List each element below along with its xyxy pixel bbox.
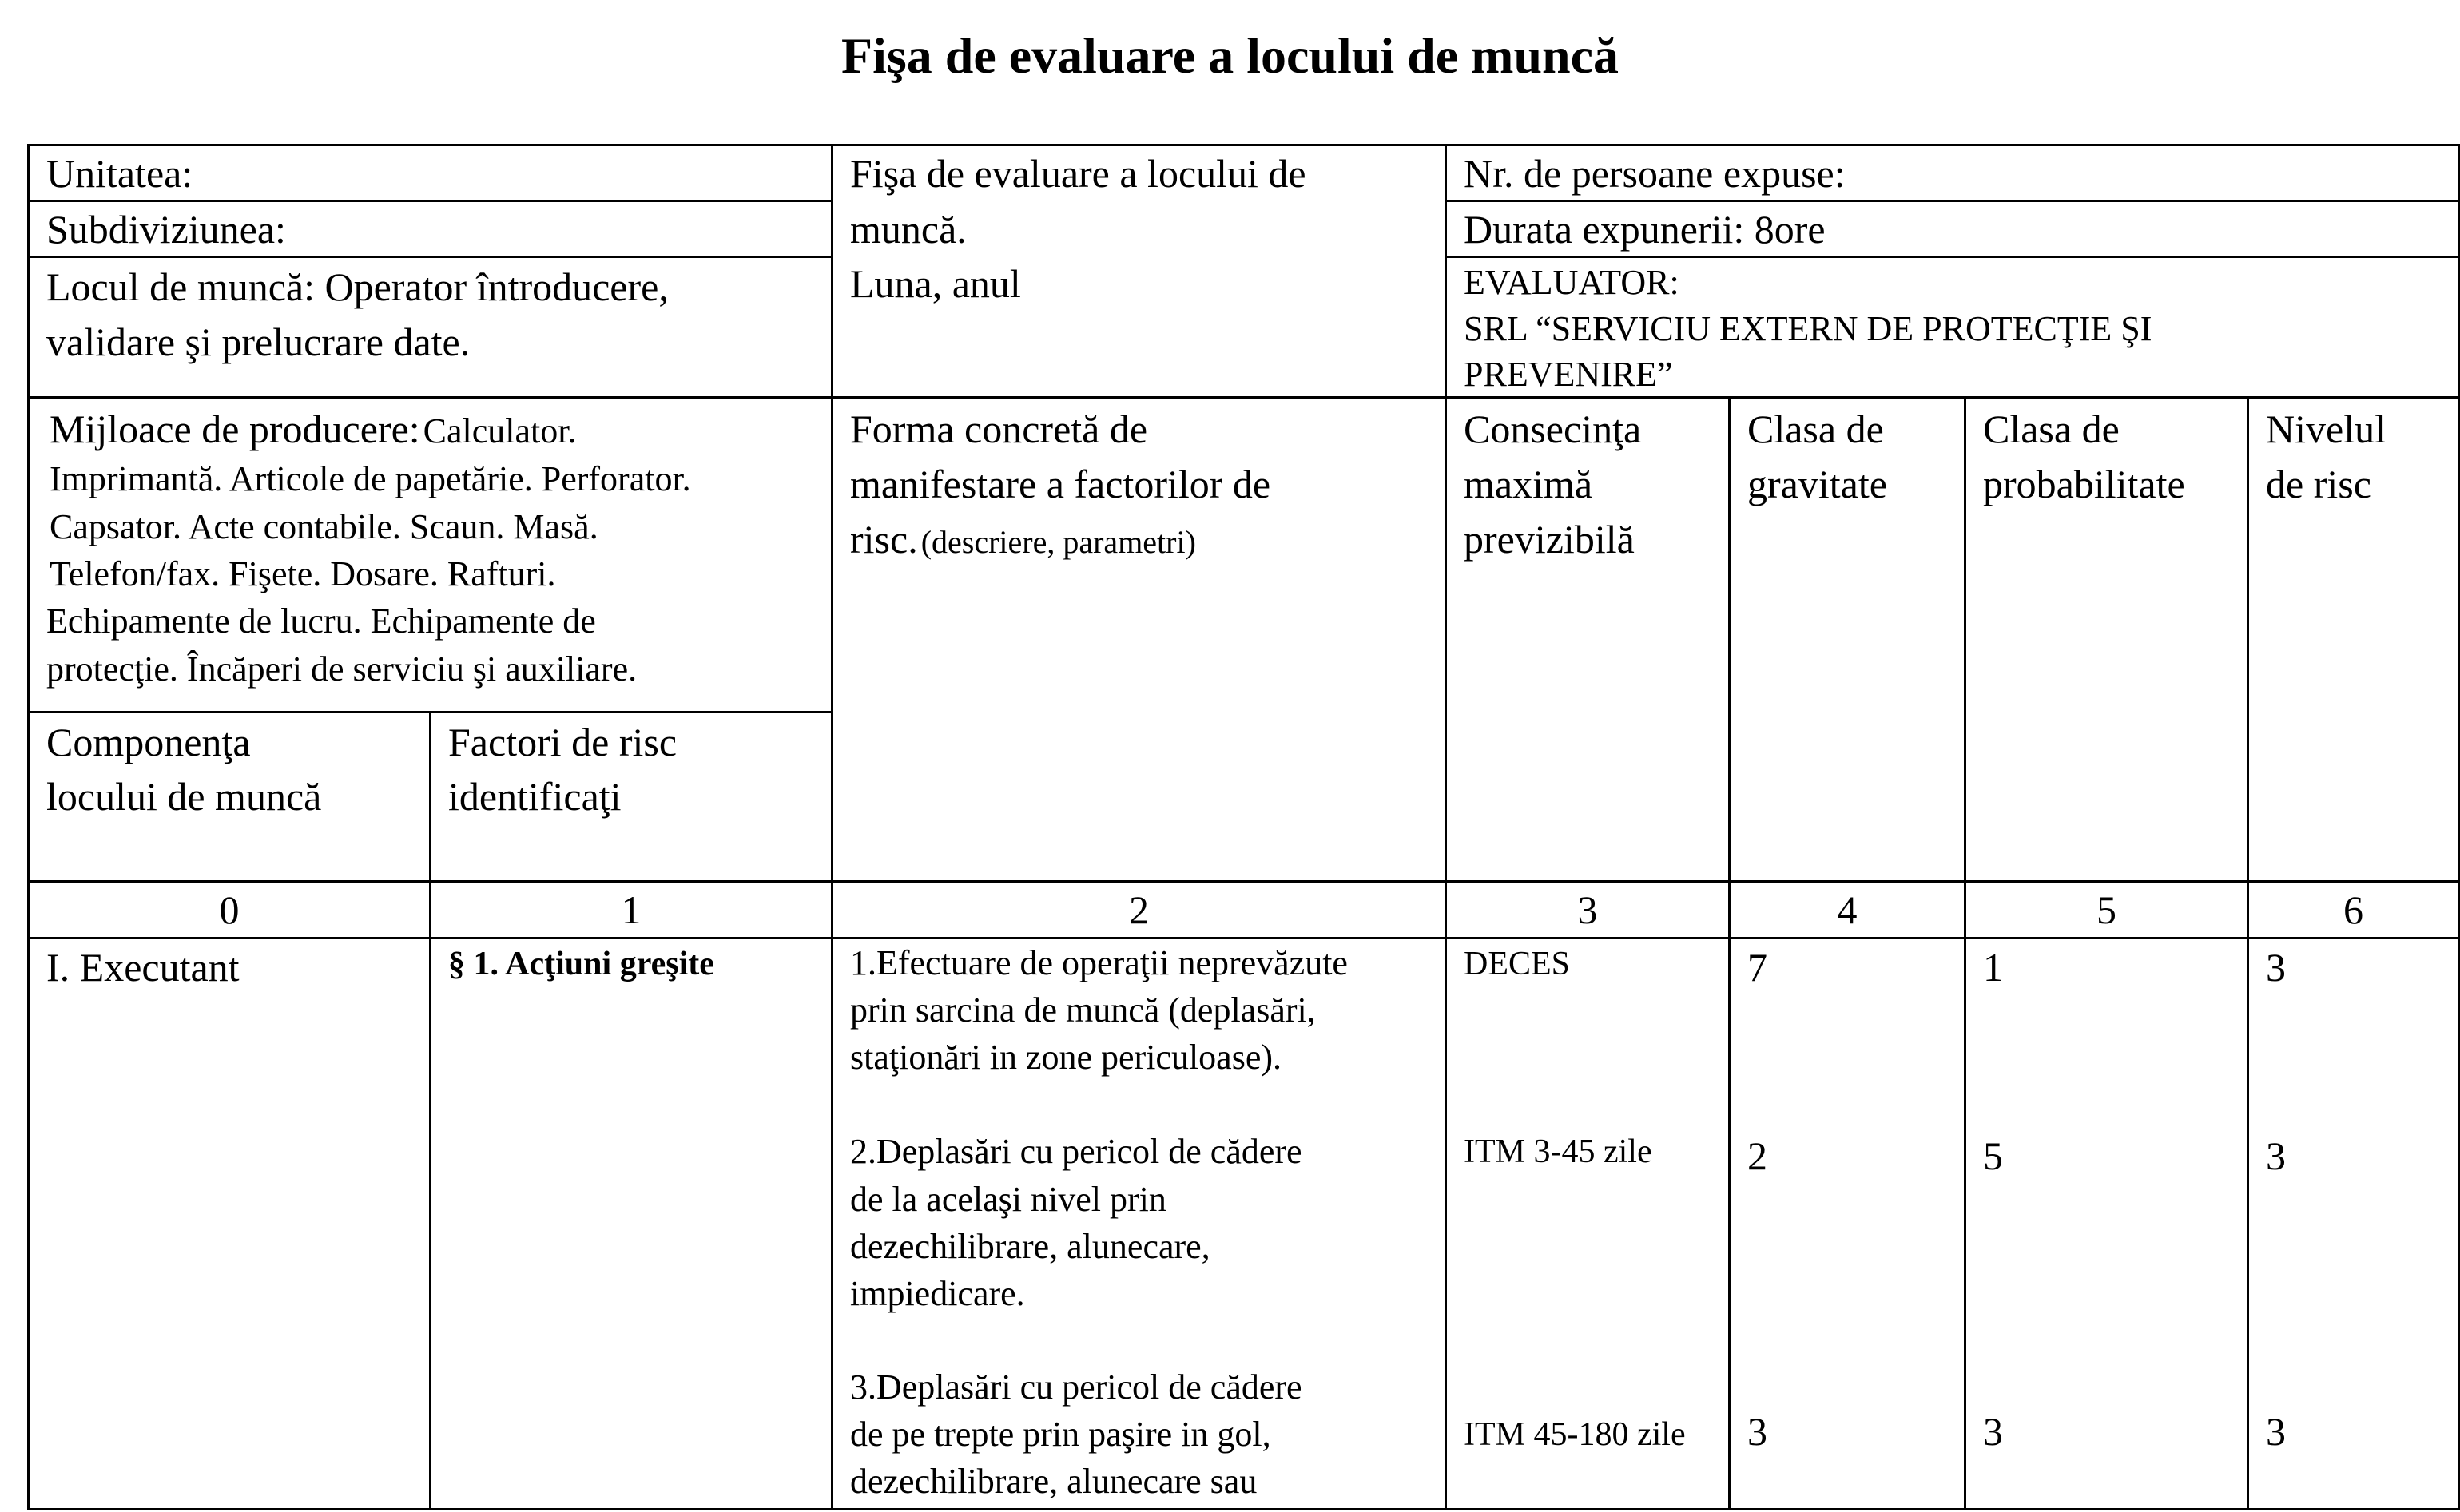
col3-header-line3: previzibilă [1464, 517, 1635, 562]
probabilitate-value: 3 [1983, 1409, 2003, 1454]
table-rule [27, 256, 831, 258]
col0-header-line1: Componenţa [46, 720, 251, 764]
table-column-rule [1445, 144, 1447, 1510]
col2-header-risc: risc. [850, 517, 918, 562]
risk-description-line: de pe trepte prin paşire in gol, [850, 1415, 1271, 1454]
nivel-risc-value: 3 [2266, 1409, 2286, 1454]
column-number-0: 0 [219, 887, 240, 932]
gravitate-value: 7 [1747, 945, 1767, 990]
risk-description-line: 2.Deplasări cu pericol de cădere [850, 1132, 1302, 1171]
column-number-3: 3 [1577, 887, 1598, 932]
risk-description-line: prin sarcina de muncă (deplasări, [850, 990, 1316, 1030]
mijloace-first-item: Calculator. [423, 411, 577, 450]
component-executant: I. Executant [46, 945, 240, 990]
subdiviziunea-label: Subdiviziunea: [46, 207, 286, 252]
consecinta-value: ITM 3-45 zile [1464, 1133, 1652, 1170]
nr-persoane-label: Nr. de persoane expuse: [1464, 151, 1846, 196]
locul-de-munca-line1: Locul de muncă: Operator întroducere, [46, 264, 669, 309]
page-title: Fişa de evaluare a locului de muncă [841, 27, 1619, 84]
column-number-5: 5 [2096, 887, 2116, 932]
risk-description-line: 3.Deplasări cu pericol de cădere [850, 1367, 1302, 1407]
mijloace-line6: protecţie. Încăperi de serviciu şi auxiliare. [46, 649, 638, 689]
probabilitate-value: 1 [1983, 945, 2003, 990]
column-number-2: 2 [1129, 887, 1149, 932]
table-rule [27, 200, 831, 202]
nivel-risc-value: 3 [2266, 1133, 2286, 1178]
column-number-4: 4 [1837, 887, 1858, 932]
table-rule [27, 880, 2460, 883]
column-number-1: 1 [621, 887, 642, 932]
probabilitate-value: 5 [1983, 1133, 2003, 1178]
evaluator-name-line1: SRL “SERVICIU EXTERN DE PROTECŢIE ŞI [1464, 309, 2152, 348]
col3-header-line2: maximă [1464, 462, 1593, 506]
col2-header-line2: manifestare a factorilor de [850, 462, 1271, 506]
col0-header-line2: locului de muncă [46, 774, 322, 819]
col4-header-line1: Clasa de [1747, 407, 1884, 451]
risk-description-line: impiedicare. [850, 1274, 1025, 1313]
table-rule [1445, 200, 2460, 202]
mijloace-line4: Telefon/fax. Fişete. Dosare. Rafturi. [50, 554, 556, 593]
col5-header-line1: Clasa de [1983, 407, 2120, 451]
nivel-risc-value: 3 [2266, 945, 2286, 990]
table-column-rule [831, 144, 833, 1510]
evaluator-name-line2: PREVENIRE” [1464, 355, 1673, 394]
table-rule [27, 396, 2460, 399]
risk-description-line: dezechilibrare, alunecare sau [850, 1462, 1258, 1501]
locul-de-munca-line2: validare şi prelucrare date. [46, 319, 471, 364]
table-border-bottom [27, 1508, 2460, 1510]
fisa-header-line2: muncă. [850, 207, 967, 252]
col6-header-line1: Nivelul [2266, 407, 2386, 451]
table-rule [27, 937, 2460, 939]
col1-header-line1: Factori de risc [448, 720, 678, 764]
col2-header-line3 [850, 517, 1196, 562]
durata-expunerii-label: Durata expunerii: 8ore [1464, 207, 1826, 252]
consecinta-value: DECES [1464, 946, 1571, 982]
mijloace-line5: Echipamente de lucru. Echipamente de [46, 601, 596, 641]
table-border-top [27, 144, 2460, 146]
evaluator-label: EVALUATOR: [1464, 263, 1679, 302]
mijloace-line2: Imprimantă. Articole de papetărie. Perforator. [50, 459, 691, 498]
column-number-6: 6 [2343, 887, 2363, 932]
luna-anul-label: Luna, anul [850, 261, 1021, 306]
table-column-rule [1728, 396, 1731, 1510]
table-column-rule [429, 711, 431, 1510]
fisa-header-line1: Fişa de evaluare a locului de [850, 151, 1306, 196]
gravitate-value: 3 [1747, 1409, 1767, 1454]
table-column-rule [2247, 396, 2249, 1510]
mijloace-line3: Capsator. Acte contabile. Scaun. Masă. [50, 507, 598, 546]
risk-description-line: 1.Efectuare de operaţii neprevăzute [850, 943, 1348, 982]
col2-header-line1: Forma concretă de [850, 407, 1148, 451]
col5-header-line2: probabilitate [1983, 462, 2185, 506]
mijloace-line1 [50, 409, 577, 449]
risk-description-line: dezechilibrare, alunecare, [850, 1227, 1210, 1266]
col3-header-line1: Consecinţa [1464, 407, 1642, 451]
gravitate-value: 2 [1747, 1133, 1767, 1178]
col1-header-line2: identificaţi [448, 774, 622, 819]
col6-header-line2: de risc [2266, 462, 2371, 506]
table-border-left [27, 144, 30, 1510]
table-rule [1445, 256, 2460, 258]
col4-header-line2: gravitate [1747, 462, 1887, 506]
risk-description-line: staţionări in zone periculoase). [850, 1038, 1282, 1077]
unitatea-label: Unitatea: [46, 151, 193, 196]
table-column-rule [1964, 396, 1966, 1510]
consecinta-value: ITM 45-180 zile [1464, 1416, 1686, 1453]
mijloace-label: Mijloace de producere: [50, 407, 420, 451]
risk-description-line: de la acelaşi nivel prin [850, 1180, 1166, 1219]
col2-header-note: (descriere, parametri) [920, 524, 1196, 560]
factor-actiuni-gresite: § 1. Acţiuni greşite [448, 946, 714, 982]
